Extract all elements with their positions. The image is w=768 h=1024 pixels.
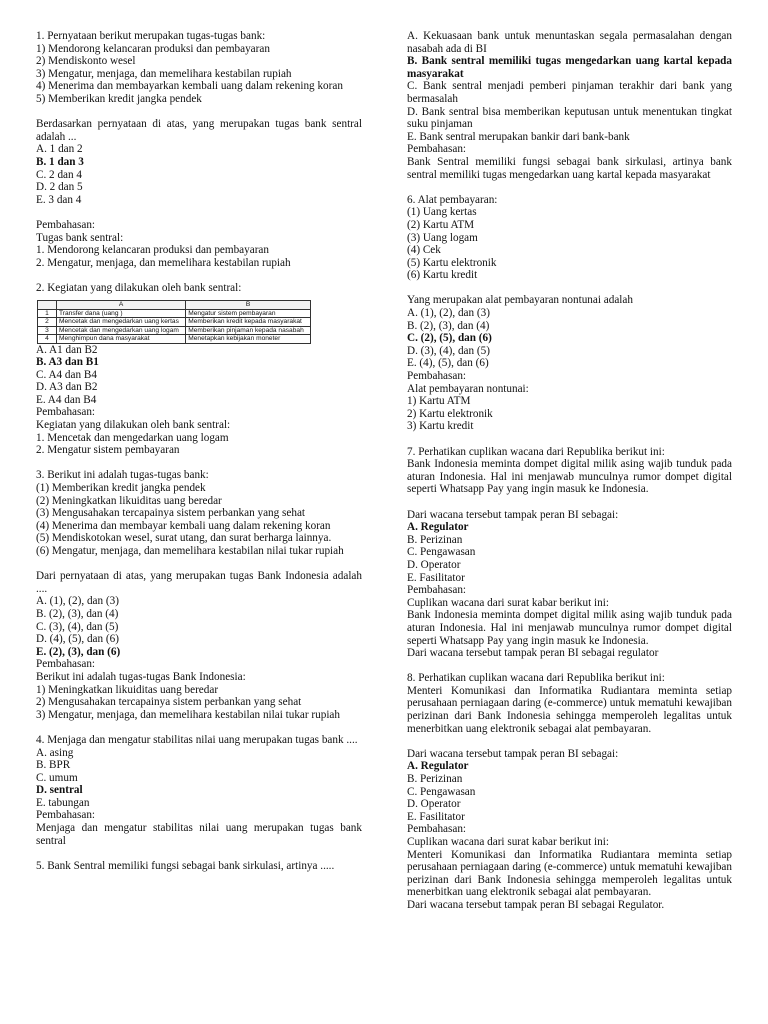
text-line: (1) Uang kertas [407,206,477,219]
text-line: A. 1 dan 2 [36,143,83,156]
text-line: E. (4), (5), dan (6) [407,357,489,370]
text-line: D. Operator [407,798,461,811]
text-line: 1. Mendorong kelancaran produksi dan pembayaran [36,244,269,257]
correct-answer-line: B. Bank sentral memiliki tugas mengedarkan uang kartal kepada masyarakat [407,55,732,80]
text-line: 4. Menjaga dan mengatur stabilitas nilai uang merupakan tugas bank .... [36,733,358,746]
text-line: D. A3 dan B2 [36,381,98,394]
table-cell: Mencetak dan mengedarkan uang kertas [57,318,186,326]
text-line: B. (2), (3), dan (4) [407,319,490,332]
text-line: Bank Indonesia meminta dompet digital milik asing wajib tunduk pada aturan Indonesia. Hal ini menjawab munculnya rumor dompet digital seperti Whatsapp Pay yang ingin masuk ke Indonesia. [407,609,732,647]
text-line: A. (1), (2), dan (3) [36,595,119,608]
text-line: C. (3), (4), dan (5) [36,620,119,633]
text-line: 2. Mengatur, menjaga, dan memelihara kestabilan rupiah [36,256,291,269]
text-line: D. (3), (4), dan (5) [407,344,490,357]
text-line: (4) Cek [407,244,441,257]
table-row-number: 3 [38,326,57,334]
text-line: Pembahasan: [407,584,467,597]
table-row [38,318,311,326]
text-line: E. Fasilitator [407,571,465,584]
text-line: C. Pengawasan [407,546,476,559]
paragraph-spacer [407,496,732,509]
text-line: Tugas bank sentral: [36,231,124,244]
table-cell: Menghimpun dana masyarakat [57,335,186,343]
correct-answer-line: A. Regulator [407,521,469,534]
text-line: (2) Meningkatkan likuiditas uang beredar [36,494,222,507]
text-line: 4) Menerima dan membayarkan kembali uang dalam rekening koran [36,80,343,93]
text-line: A. (1), (2), dan (3) [407,307,490,320]
text-line: E. tabungan [36,796,90,809]
table-cell: Mencetak dan mengedarkan uang logam [57,326,186,334]
text-line: Alat pembayaran nontunai: [407,382,529,395]
table-cell: Transfer dana (uang ) [57,309,186,317]
table-cell: Memberikan kredit kepada masyarakat [186,318,311,326]
paragraph-spacer [36,721,362,734]
text-line: Dari wacana tersebut tampak peran BI sebagai: [407,747,619,760]
text-line: Cuplikan wacana dari surat kabar berikut ini: [407,596,609,609]
left-column [36,30,362,872]
correct-answer-line: B. A3 dan B1 [36,356,99,369]
text-line: Berdasarkan pernyataan di atas, yang merupakan tugas bank sentral adalah ... [36,118,362,143]
table-row [38,326,311,334]
text-line: Bank Sentral memiliki fungsi sebagai bank sirkulasi, artinya bank sentral memiliki tugas mengedarkan uang kartal kepada masyarakat [407,155,732,181]
text-line: Pembahasan: [407,143,467,156]
paragraph-spacer [36,457,362,470]
text-line: Menteri Komunikasi dan Informatika Rudiantara meminta setiap perusahaan perniagaan daring (e-commerce) untuk mematuhi kewajiban perizinan dari Bank Indonesia sehingga memperoleh legalitas untuk menerbitkan uang elektronik sebagai alat pembayaran. [407,684,732,735]
text-line: 3) Mengatur, menjaga, dan memelihara kestabilan rupiah [36,67,292,80]
table-header-cell: B [186,301,311,309]
text-line: D. Bank sentral bisa memberikan keputusan untuk menentukan tingkat suku pinjaman [407,105,732,131]
paragraph-spacer [407,282,732,295]
paragraph-spacer [36,847,362,860]
text-line: 3) Mengatur, menjaga, dan memelihara kestabilan nilai tukar rupiah [36,708,340,721]
text-line: B. (2), (3), dan (4) [36,607,119,620]
text-line: 2) Mengusahakan tercapainya sistem perbankan yang sehat [36,696,302,709]
text-line: E. 3 dan 4 [36,193,82,206]
text-line: (4) Menerima dan membayar kembali uang dalam rekening koran [36,519,331,532]
text-line: (5) Mendiskotokan wesel, surat utang, dan surat berharga lainnya. [36,532,332,545]
text-line: 5) Memberikan kredit jangka pendek [36,92,202,105]
text-line: (3) Mengusahakan tercapainya sistem perbankan yang sehat [36,507,306,520]
text-line: 2. Kegiatan yang dilakukan oleh bank sentral: [36,281,242,294]
paragraph-spacer [36,269,362,282]
text-line: Pembahasan: [407,823,467,836]
text-line: Cuplikan wacana dari surat kabar berikut ini: [407,836,609,848]
paragraph-spacer [36,206,362,219]
text-line: Pembahasan: [36,218,96,231]
text-line: D. Operator [407,558,461,571]
text-line: 2) Mendiskonto wesel [36,55,136,68]
paragraph-spacer [36,558,362,571]
text-line: Pembahasan: [36,658,96,671]
table-cell: Menetapkan kebijakan moneter [186,335,311,343]
activities-table [37,300,311,343]
text-line: Berikut ini adalah tugas-tugas Bank Indonesia: [36,670,246,683]
text-line: 1) Kartu ATM [407,395,471,408]
text-line: (1) Memberikan kredit jangka pendek [36,482,206,495]
paragraph-spacer [36,106,362,119]
text-line: 7. Perhatikan cuplikan wacana dari Republika berikut ini: [407,445,665,458]
text-line: C. A4 dan B4 [36,368,97,381]
table-header-cell: A [57,301,186,309]
text-line: C. umum [36,771,78,784]
text-line: C. Bank sentral menjadi pemberi pinjaman terakhir dari bank yang bermasalah [407,80,732,105]
text-line: (2) Kartu ATM [407,218,475,231]
correct-answer-line: D. sentral [36,784,83,797]
text-line: B. Perizinan [407,773,463,786]
table-header-row [38,301,311,309]
text-line: D. (4), (5), dan (6) [36,633,119,646]
text-line: Dari wacana tersebut tampak peran BI sebagai: [407,508,619,521]
text-line: (6) Kartu kredit [407,269,478,282]
table-row [38,335,311,343]
text-line: Pembahasan: [36,406,96,419]
text-line: A. Kekuasaan bank untuk menuntaskan segala permasalahan dengan nasabah ada di BI [407,30,732,55]
table-header-cell [38,301,57,309]
text-line: 1) Meningkatkan likuiditas uang beredar [36,683,219,696]
text-line: 1. Pernyataan berikut merupakan tugas-tugas bank: [36,30,266,42]
text-line: 5. Bank Sentral memiliki fungsi sebagai bank sirkulasi, artinya ..... [36,859,335,872]
table-row-number: 2 [38,318,57,326]
text-line: E. Fasilitator [407,810,465,823]
text-line: C. 2 dan 4 [36,168,82,181]
text-line: 1) Mendorong kelancaran produksi dan pembayaran [36,42,270,55]
text-line: Menteri Komunikasi dan Informatika Rudiantara meminta setiap perusahaan perniagaan daring (e-commerce) untuk mematuhi kewajiban perizinan dari Bank Indonesia sehingga memperoleh legalitas untuk menerbitkan uang elektronik sebagai alat pembayaran. [407,848,732,899]
table-cell: Mengatur sistem pembayaran [186,309,311,317]
table-row [38,309,311,317]
correct-answer-line: E. (2), (3), dan (6) [36,645,121,658]
text-line: 2) Kartu elektronik [407,407,493,420]
text-line: Dari wacana tersebut tampak peran BI sebagai regulator [407,647,659,660]
text-line: D. 2 dan 5 [36,181,83,194]
text-line: C. Pengawasan [407,785,476,798]
text-line: Dari pernyataan di atas, yang merupakan tugas Bank Indonesia adalah .... [36,570,362,595]
text-line: (5) Kartu elektronik [407,256,497,269]
paragraph-spacer [407,660,732,673]
text-line: Dari wacana tersebut tampak peran BI sebagai Regulator. [407,898,665,911]
table-row-number: 4 [38,335,57,343]
text-line: E. Bank sentral merupakan bankir dari bank-bank [407,130,630,143]
text-line: Kegiatan yang dilakukan oleh bank sentral: [36,419,231,432]
text-line: 1. Mencetak dan mengedarkan uang logam [36,431,229,444]
text-line: A. A1 dan B2 [36,343,98,356]
text-line: B. Perizinan [407,533,463,546]
table-row-number: 1 [38,309,57,317]
text-line: A. asing [36,746,74,759]
paragraph-spacer [407,433,732,446]
text-line: Pembahasan: [36,809,96,822]
text-line: Pembahasan: [407,370,467,383]
correct-answer-line: A. Regulator [407,760,469,773]
right-column [407,30,732,912]
text-line: (3) Uang logam [407,231,478,244]
table-cell: Memberikan pinjaman kepada nasabah [186,326,311,334]
text-line: 3. Berikut ini adalah tugas-tugas bank: [36,469,209,482]
correct-answer-line: C. (2), (5), dan (6) [407,332,492,345]
paragraph-spacer [407,735,732,748]
text-line: 3) Kartu kredit [407,420,474,433]
text-line: 2. Mengatur sistem pembayaran [36,444,180,457]
paragraph-spacer [407,181,732,194]
text-line: Yang merupakan alat pembayaran nontunai adalah [407,294,633,307]
text-line: Bank Indonesia meminta dompet digital milik asing wajib tunduk pada aturan Indonesia. Hal ini menjawab munculnya rumor dompet digital seperti Whatsapp Pay yang ingin masuk ke Indonesia. [407,458,732,496]
text-line: Menjaga dan mengatur stabilitas nilai uang merupakan tugas bank sentral [36,822,362,847]
text-line: B. BPR [36,759,71,772]
text-line: 6. Alat pembayaran: [407,193,498,206]
text-line: E. A4 dan B4 [36,393,97,406]
text-line: 8. Perhatikan cuplikan wacana dari Republika berikut ini: [407,672,665,685]
correct-answer-line: B. 1 dan 3 [36,155,84,168]
text-line: (6) Mengatur, menjaga, dan memelihara kestabilan nilai tukar rupiah [36,545,344,557]
